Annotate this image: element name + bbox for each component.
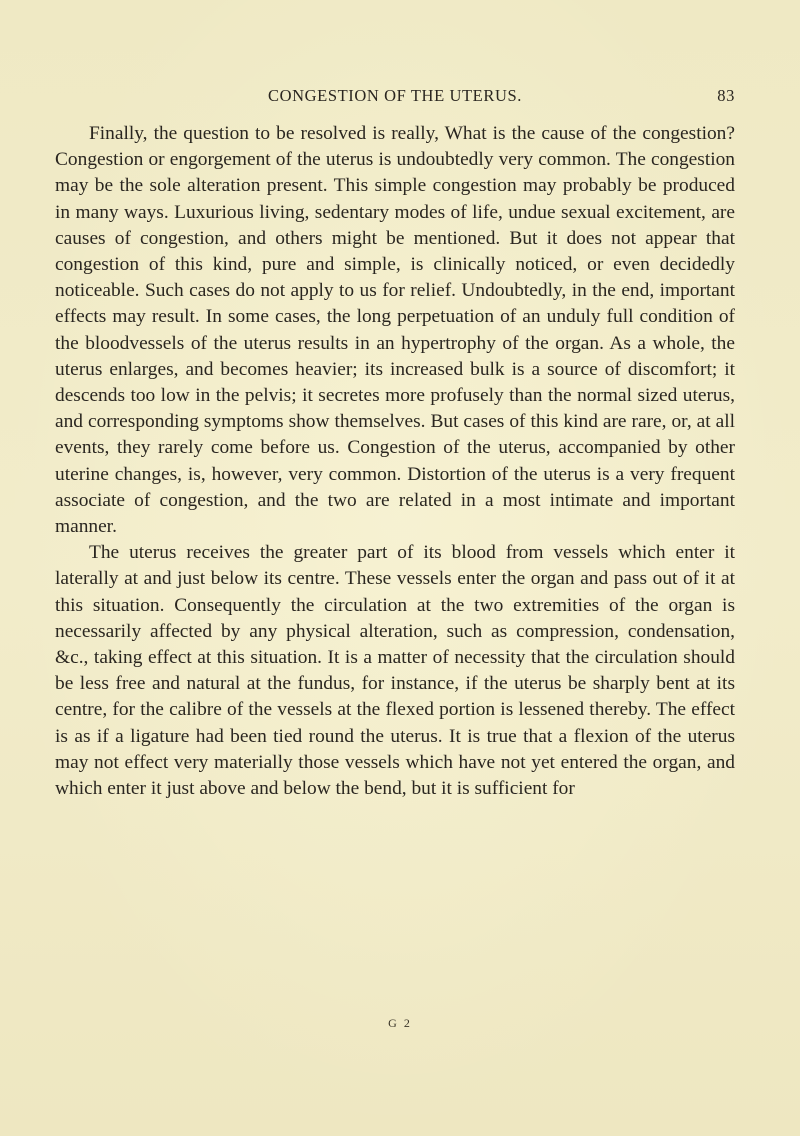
paragraph: The uterus receives the greater part of its blood from vessels which enter it laterally at and just below its centre. These vessels enter the organ and pass out of it at this situation. Consequently the circulation at the two extremities of the organ is necessarily affected by any physical alteration, such as compression, condensation, &c., taking effect at this situation. It is a matter of necessity that the circulation should be less free and natural at the fundus, for instance, if the uterus be sharply bent at its centre, for the calibre of the vessels at the flexed portion is lessened thereby. The effect is as if a ligature had been tied round the uterus. It is true that a flexion of the uterus may not effect very materially those vessels which have not yet entered the organ, and which enter it just above and below the bend, but it is sufficient for [55,542,735,800]
paragraph-list [55,121,735,802]
paragraph: Finally, the question to be resolved is really, What is the cause of the congestion? Congestion or engorgement of the uterus is undoubtedly very common. The congestion may be the sole alteration present. This simple congestion may probably be produced in many ways. Luxurious living, sedentary modes of life, undue sexual excitement, are causes of congestion, and others might be mentioned. But it does not appear that congestion of this kind, pure and simple, is clinically noticed, or even decidedly noticeable. Such cases do not apply to us for relief. Undoubtedly, in the end, important effects may result. In some cases, the long perpetuation of an unduly full condition of the bloodvessels of the uterus results in an hypertrophy of the organ. As a whole, the uterus enlarges, and becomes heavier; its increased bulk is a source of discomfort; it descends too low in the pelvis; it secretes more profusely than the normal sized uterus, and corresponding symptoms show themselves. But cases of this kind are rare, or, at all events, they rarely come before us. Congestion of the uterus, accompanied by other uterine changes, is, however, very common. Distortion of the uterus is a very frequent associate of congestion, and the two are related in a most intimate and important manner. [55,123,735,538]
signature-mark: G 2 [388,1016,412,1030]
running-header [55,86,735,114]
page-title: CONGESTION OF THE UTERUS. [268,86,522,105]
page-number: 83 [717,86,735,105]
